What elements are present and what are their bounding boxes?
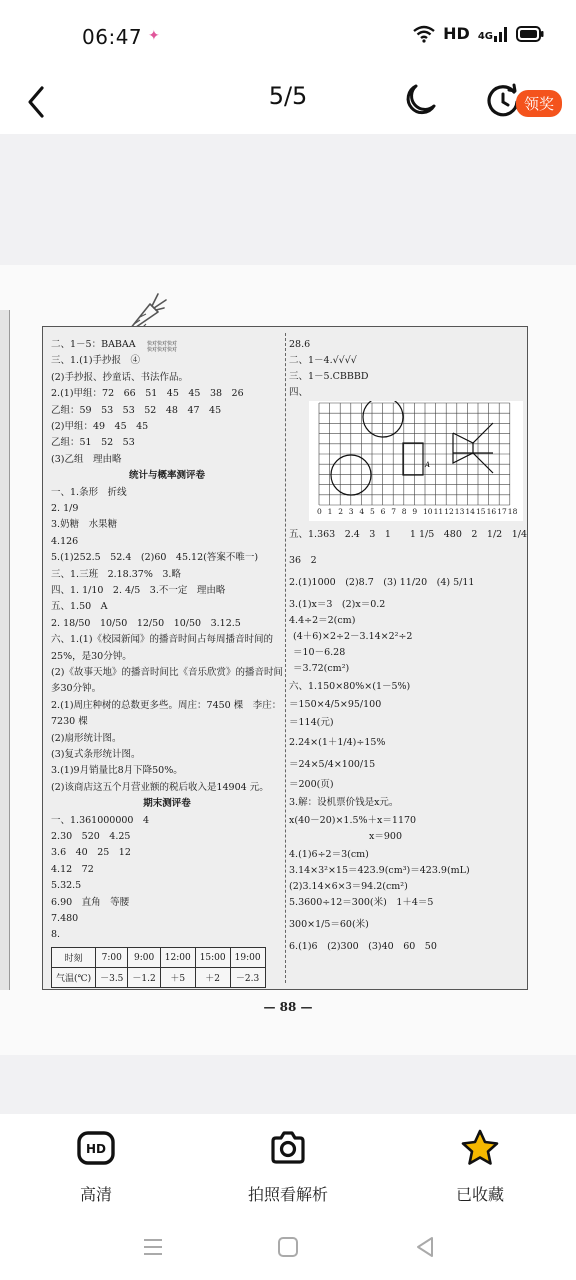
- axis-tick-label: 2: [338, 507, 343, 516]
- answer-line: 六、1.150×80%×(1－5%): [289, 681, 411, 692]
- previous-page-edge: [0, 310, 10, 990]
- answer-line: 3.(1)x＝3 (2)x＝0.2: [289, 599, 386, 610]
- camera-icon: [268, 1128, 308, 1168]
- answer-line: 4.12 72: [51, 863, 94, 875]
- answer-line: (2)扇形统计图。: [51, 732, 122, 744]
- hd-label: 高清: [79, 1185, 112, 1204]
- page-number: — 88 —: [263, 1000, 313, 1014]
- night-mode-button[interactable]: [400, 80, 440, 120]
- bottom-toolbar: [0, 1114, 576, 1216]
- photo-analysis-label: 拍照看解析: [247, 1185, 328, 1204]
- table-row: 气温(℃) －3.5 －1.2 ＋5 ＋2 －2.3: [52, 968, 266, 988]
- coordinate-grid: [309, 401, 523, 521]
- nav-bar: [0, 72, 576, 134]
- favorite-button[interactable]: [410, 1128, 550, 1208]
- answer-line: ＝114(元): [289, 717, 334, 728]
- cellular-signal-icon: [478, 26, 508, 42]
- answer-line: 2.(1)1000 (2)8.7 (3) 11/20 (4) 5/11: [289, 577, 475, 588]
- reward-button[interactable]: [484, 82, 574, 122]
- answer-line: x＝900: [369, 831, 402, 842]
- answer-line: 2. 18/50 10/50 12/50 10/50 3.12.5: [51, 617, 241, 629]
- reward-badge: 领奖: [516, 90, 562, 117]
- axis-tick-label: 15: [476, 507, 486, 516]
- table-row: 时刻 7:00 9:00 12:00 15:00 19:00: [52, 948, 266, 968]
- answer-line: (2)《故事天地》的播音时间比《音乐欣赏》的播音时间: [51, 667, 283, 678]
- answer-line: (2)3.14×6×3＝94.2(cm²): [289, 881, 408, 892]
- answer-line: (3)复式条形统计图。: [51, 749, 141, 760]
- hd-button[interactable]: [26, 1128, 166, 1208]
- axis-tick-label: 18: [507, 507, 518, 516]
- axis-tick-label: 16: [486, 507, 497, 516]
- answer-line: 一、1.361000000 4: [51, 814, 150, 826]
- answer-line: 5.(1)252.5 52.4 (2)60 45.12(答案不唯一): [51, 552, 259, 564]
- battery-icon: [516, 26, 544, 42]
- favorite-label: 已收藏: [455, 1185, 504, 1204]
- status-time: 06:47: [82, 25, 143, 49]
- answer-line: ＝200(页): [289, 779, 334, 790]
- answer-line: x(40－20)×1.5%＋x＝1170: [289, 815, 417, 826]
- svg-text:HD: HD: [85, 1142, 107, 1156]
- answer-line: 期末测评卷: [143, 798, 191, 810]
- answer-line: (4＋6)×2÷2－3.14×2²÷2: [293, 631, 413, 642]
- watermark-note: 快对快对快对 快对快对快对: [147, 341, 178, 353]
- temperature-table: [51, 947, 266, 988]
- axis-tick-label: 8: [401, 507, 407, 516]
- answer-line: 5.3600÷12＝300(米) 1＋4＝5: [289, 897, 434, 908]
- network-hd-label: HD: [443, 24, 470, 43]
- answer-line: 5.32.5: [51, 880, 82, 892]
- answer-line: 六、1.(1)《校园新闻》的播音时间占每周播音时间的: [51, 634, 274, 646]
- axis-tick-label: 9: [412, 507, 418, 516]
- answer-line: 4.(1)6÷2＝3(cm): [289, 849, 369, 860]
- answer-line: ＝150×4/5×95/100: [289, 699, 382, 710]
- answer-line: 3.14×3²×15＝423.9(cm³)＝423.9(mL): [289, 865, 470, 876]
- answer-line: (2)该商店这五个月营业额的税后收入是14904 元。: [51, 781, 269, 793]
- axis-tick-label: 12: [444, 507, 454, 516]
- axis-tick-label: 0: [317, 507, 322, 516]
- moon-icon: [400, 80, 440, 120]
- answer-sheet: [42, 326, 528, 990]
- menu-button[interactable]: [138, 1232, 168, 1262]
- answer-line: 3.奶糖 水果糖: [51, 519, 118, 531]
- answer-line: 25%，是30分钟。: [51, 650, 132, 662]
- answer-line: 3.解：设机票价钱是x元。: [289, 797, 399, 808]
- answer-line: 7.480: [51, 913, 79, 924]
- answer-line: 4.4÷2＝2(cm): [289, 615, 356, 626]
- axis-tick-label: 1: [327, 507, 333, 516]
- answer-line: ＝10－6.28: [293, 647, 346, 658]
- answer-line: 6.(1)6 (2)300 (3)40 60 50: [289, 941, 437, 952]
- app-notification-icon: ✦: [148, 28, 160, 44]
- axis-tick-label: 5: [370, 507, 375, 516]
- answer-line: ＝3.72(cm²): [293, 663, 350, 674]
- network-type-label: 4G: [477, 30, 493, 42]
- home-square-icon: [273, 1232, 303, 1262]
- answer-line: 乙组：59 53 53 52 48 47 45: [51, 404, 222, 416]
- axis-tick-label: 6: [380, 507, 386, 516]
- photo-analysis-button[interactable]: [218, 1128, 358, 1208]
- page-indicator: 5/5: [268, 82, 308, 110]
- answer-line: 6.90 直角 等腰: [51, 896, 130, 908]
- answer-line: 二、1－4.√√√√: [289, 355, 357, 366]
- answer-line: 四、1. 1/10 2. 4/5 3.不一定 理由略: [51, 585, 226, 596]
- wifi-icon: [413, 25, 435, 43]
- answer-line: 3.(1)9月销量比8月下降50%。: [51, 765, 183, 777]
- axis-tick-label: 13: [454, 507, 465, 516]
- answer-line: 8.: [51, 929, 61, 941]
- signal-bars-icon: [494, 26, 508, 42]
- hd-icon: [76, 1128, 116, 1168]
- answer-line: 36 2: [289, 555, 317, 566]
- answer-line: 2.30 520 4.25: [51, 831, 131, 842]
- answer-line: 28.6: [289, 339, 311, 350]
- answer-line: (2)甲组：49 45 45: [51, 421, 149, 432]
- answer-line: 2. 1/9: [51, 503, 79, 514]
- answer-line: 多30分钟。: [51, 683, 102, 695]
- answer-line: 三、1.(1)手抄报 ④: [51, 355, 141, 367]
- answer-line: 三、1－5.CBBBD: [289, 371, 369, 382]
- triangle-back-icon: [410, 1232, 440, 1262]
- answer-line: (3)乙组 理由略: [51, 453, 122, 465]
- axis-tick-label: 10: [423, 507, 433, 516]
- answer-line: 4.126: [51, 535, 79, 547]
- answer-line: ＝24×5/4×100/15: [289, 759, 376, 770]
- axis-tick-label: 11: [433, 507, 444, 516]
- answer-line: 二、1－5：BABAA: [51, 339, 136, 350]
- answer-line: 三、1.三班 2.18.37% 3.略: [51, 568, 181, 580]
- answer-line: (2)手抄报、抄童话、书法作品。: [51, 371, 188, 383]
- answer-line: 2.(1)周庄种树的总数更多些。周庄：7450 棵 李庄：: [51, 699, 282, 711]
- menu-lines-icon: [138, 1232, 168, 1262]
- axis-tick-label: 7: [391, 507, 396, 516]
- system-back-button[interactable]: [410, 1232, 440, 1262]
- axis-tick-label: 3: [348, 507, 354, 516]
- axis-tick-label: 4: [359, 507, 365, 516]
- answer-line: 五、1.50 A: [51, 601, 108, 613]
- system-navigation-bar: [0, 1216, 576, 1280]
- status-icons: [413, 24, 544, 43]
- grid-figure: [309, 401, 523, 521]
- answer-line: 7230 棵: [51, 716, 88, 728]
- answer-line: 乙组：51 52 53: [51, 437, 135, 449]
- answer-line: 四、: [289, 387, 309, 398]
- point-a-label: A: [425, 461, 431, 469]
- answer-line: 3.6 40 25 12: [51, 847, 131, 859]
- answer-line: 2.(1)甲组：72 66 51 45 45 38 26: [51, 388, 244, 400]
- status-bar: [0, 0, 576, 72]
- answer-line: 统计与概率测评卷: [128, 470, 205, 482]
- answer-line: 五、1.363 2.4 3 1 1 1/5 480 2 1/2 1/4: [289, 529, 528, 540]
- star-icon: [460, 1128, 500, 1168]
- answer-line: 300×1/5＝60(米): [289, 919, 369, 930]
- column-divider: [285, 333, 286, 983]
- answer-line: 2.24×(1＋1/4)÷15%: [289, 737, 386, 748]
- axis-tick-label: 17: [497, 507, 507, 516]
- answer-line: 一、1.条形 折线: [51, 486, 127, 498]
- home-button[interactable]: [273, 1232, 303, 1262]
- axis-tick-label: 14: [465, 507, 475, 516]
